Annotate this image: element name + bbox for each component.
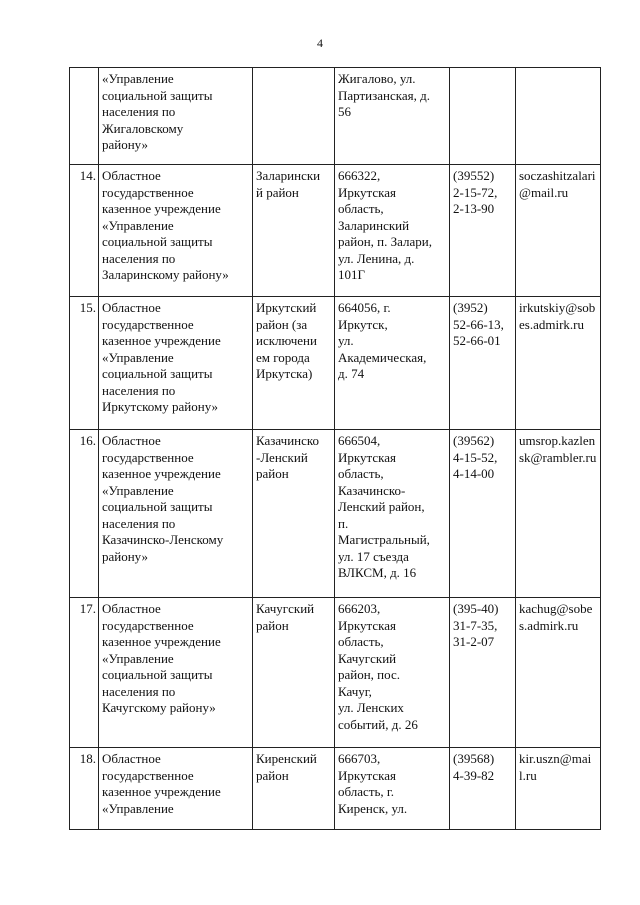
row-number: 15. xyxy=(70,297,99,430)
district-cell: Казачинско -Ленский район xyxy=(253,430,335,598)
table-row xyxy=(70,68,601,165)
phone-cell xyxy=(450,68,516,165)
institution-name: Областное государственное казенное учреждение «Управление социальной защиты населения по Заларинскому району» xyxy=(99,165,253,297)
table-row xyxy=(70,430,601,598)
institution-name: Областное государственное казенное учреждение «Управление социальной защиты населения по Иркутскому району» xyxy=(99,297,253,430)
phone-cell: (3952) 52-66-13, 52-66-01 xyxy=(450,297,516,430)
address-cell: Жигалово, ул. Партизанская, д. 56 xyxy=(335,68,450,165)
page-number: 4 xyxy=(317,36,323,50)
institution-name: Областное государственное казенное учреждение «Управление социальной защиты населения по Качугскому району» xyxy=(99,598,253,748)
phone-cell: (395-40) 31-7-35, 31-2-07 xyxy=(450,598,516,748)
table-row xyxy=(70,598,601,748)
address-cell: 666322, Иркутская область, Заларинский район, п. Залари, ул. Ленина, д. 101Г xyxy=(335,165,450,297)
table-row xyxy=(70,165,601,297)
email-cell xyxy=(516,68,601,165)
row-number xyxy=(70,68,99,165)
institution-name: Областное государственное казенное учреждение «Управление xyxy=(99,748,253,830)
email-cell: kachug@sobes.admirk.ru xyxy=(516,598,601,748)
email-cell: kir.uszn@mail.ru xyxy=(516,748,601,830)
row-number: 17. xyxy=(70,598,99,748)
address-cell: 666703, Иркутская область, г. Киренск, ул. xyxy=(335,748,450,830)
phone-cell: (39562) 4-15-52, 4-14-00 xyxy=(450,430,516,598)
address-cell: 664056, г. Иркутск, ул. Академическая, д. 74 xyxy=(335,297,450,430)
row-number: 14. xyxy=(70,165,99,297)
phone-cell: (39568) 4-39-82 xyxy=(450,748,516,830)
phone-cell: (39552) 2-15-72, 2-13-90 xyxy=(450,165,516,297)
email-cell: soczashitzalari@mail.ru xyxy=(516,165,601,297)
institution-name: Областное государственное казенное учреждение «Управление социальной защиты населения по Казачинско-Ленскому району» xyxy=(99,430,253,598)
row-number: 16. xyxy=(70,430,99,598)
district-cell: Качугский район xyxy=(253,598,335,748)
district-cell: Иркутский район (за исключени ем города Иркутска) xyxy=(253,297,335,430)
district-cell: Киренский район xyxy=(253,748,335,830)
district-cell xyxy=(253,68,335,165)
address-cell: 666203, Иркутская область, Качугский район, пос. Качуг, ул. Ленских событий, д. 26 xyxy=(335,598,450,748)
email-cell: irkutskiy@sobes.admirk.ru xyxy=(516,297,601,430)
table-row xyxy=(70,297,601,430)
row-number: 18. xyxy=(70,748,99,830)
institutions-table xyxy=(69,67,601,830)
address-cell: 666504, Иркутская область, Казачинско- Ленский район, п. Магистральный, ул. 17 съезда ВЛКСМ, д. 16 xyxy=(335,430,450,598)
institution-name: «Управление социальной защиты населения по Жигаловскому району» xyxy=(99,68,253,165)
table-row xyxy=(70,748,601,830)
district-cell: Заларински й район xyxy=(253,165,335,297)
email-cell: umsrop.kazlensk@rambler.ru xyxy=(516,430,601,598)
